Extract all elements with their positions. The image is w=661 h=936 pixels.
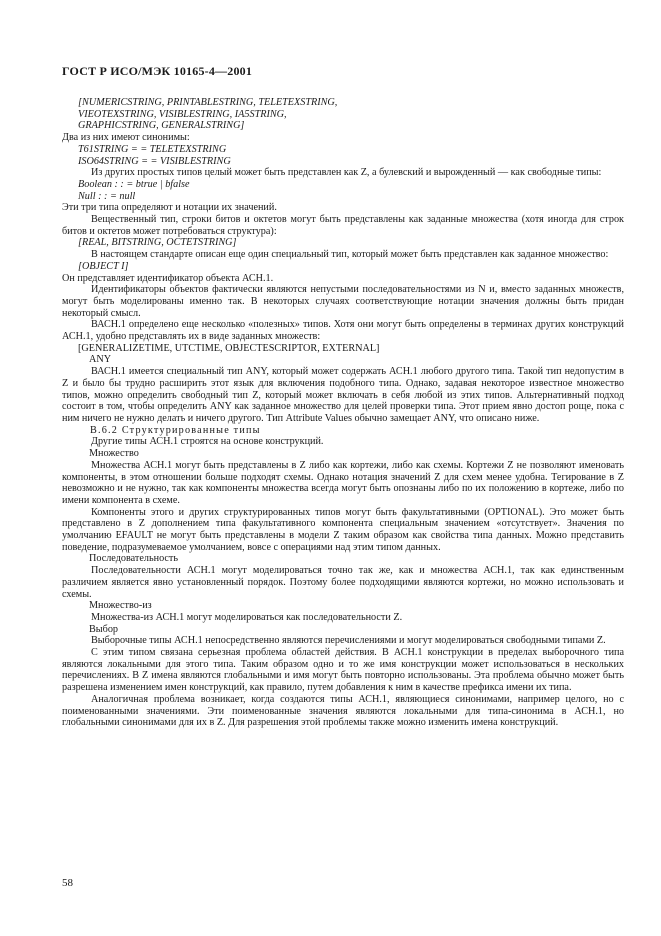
- paragraph: ВАСН.1 определено еще несколько «полезных» типов. Хотя они могут быть определены в терминах других конструкций АСН.1, удобно представлять их в виде заданных множеств:: [62, 319, 624, 343]
- code-line: Boolean : : = btrue | bfalse: [78, 178, 190, 190]
- code-line: [NUMERICSTRING, PRINTABLESTRING, TELETEXSTRING,: [78, 97, 338, 108]
- code-line: Null : : = null: [78, 190, 136, 202]
- code-line: [GENERALIZETIME, UTCTIME, OBJECTESCRIPTOR, EXTERNAL]: [78, 342, 380, 354]
- text-line: Он представляет идентификатор объекта АСН.1.: [62, 272, 274, 284]
- paragraph: Идентификаторы объектов фактически являются непустыми последовательностями из N и, вместо заданных множеств, могут быть моделированы именно так. В некоторых случаях соответствующие нотации значения должны быть придан некоторый смысл.: [62, 284, 624, 319]
- paragraph: Из других простых типов целый может быть представлен как Z, а булевский и вырожденный — как свободные типы:: [91, 167, 602, 179]
- paragraph: Последовательности АСН.1 могут моделироваться точно так же, как и множества АСН.1, так как единственным различием является явно установленный порядок. Поэтому более подходящими являются кортежи, но можно использовать и схемы.: [62, 565, 624, 600]
- subheading: Множество-из: [89, 600, 152, 612]
- section-heading: В.6.2 Структурированные типы: [90, 424, 261, 436]
- code-line: GRAPHICSTRING, GENERALSTRING]: [78, 120, 245, 132]
- paragraph: Выборочные типы АСН.1 непосредственно являются перечислениями и могут моделироваться свободными типами Z.: [91, 635, 606, 647]
- subheading: Последовательность: [89, 553, 179, 565]
- paragraph: Множества АСН.1 могут быть представлены в Z либо как кортежи, либо как схемы. Кортежи Z не позволяют именовать компоненты, в этом отношении больше подходят схемы. Однако нотация значений Z для схем менее удобна. Тегирование в Z невозможно и не нужно, так как компоненты множества всегда могут быть опознаны либо по их положению в кортеже, либо по имени компонента в схеме.: [62, 459, 624, 506]
- standard-header: ГОСТ Р ИСО/МЭК 10165-4—2001: [62, 64, 253, 78]
- page-body: [62, 97, 624, 729]
- paragraph: Компоненты этого и других структурированных типов могут быть факультативными (OPTIONAL). Это может быть представлено в Z дополнением типа факультативного компонента специальным значением «отсутствует». Значения по умолчанию EFAULT не могут быть представлены в модели Z таким образом как свойства типа данных. Можно представить поведение, подразумеваемое умолчанием, вовсе с операциями над этим типом данных.: [62, 506, 624, 553]
- subheading: ANY: [89, 354, 112, 366]
- text-line: Эти три типа определяют и нотации их значений.: [62, 202, 277, 214]
- paragraph: С этим типом связана серьезная проблема областей действия. В АСН.1 конструкции в пределах выборочного типа являются локальными для этого типа. Таким образом одно и то же имя конструкции может использоваться в нескольких перечислениях. В Z имена являются глобальными и имя могут быть повторно использованы. Эта проблема обычно может быть разрешена изменением имен конструкций, как правило, путем добавления к ним в качестве префикса имени их типа.: [62, 647, 624, 694]
- paragraph: Аналогичная проблема возникает, когда создаются типы АСН.1, являющиеся синонимами, например целого, но с поименованными значениями. Эти поименованные значения являются локальными для типа-синонима в АСН.1, но глобальными синонимами для их в Z. Для разрешения этой проблемы также можно изменить имена конструкций.: [62, 693, 624, 729]
- code-line: VIEOTEXSTRING, VISIBLESTRING, IA5STRING,: [78, 108, 287, 120]
- code-line: ISO64STRING = = VISIBLESTRING: [78, 155, 231, 167]
- text-line: Два из них имеют синонимы:: [62, 132, 190, 144]
- page-number: 58: [62, 877, 73, 889]
- subheading: Множество: [89, 448, 139, 460]
- paragraph: ВАСН.1 имеется специальный тип ANY, который может содержать АСН.1 любого другого типа. Такой тип недопустим в Z и было бы трудно расширить этот язык для включения подобного типа. Однако, задавая некоторое известное множество типов, можно определить свободный тип Z, который может включать в себя любой из этих типов. Альтернативный подход состоит в том, чтобы определить ANY как заданное множество для целей проверки типа. Этот прием явно достоп роще, пока с ним ничего не нужно делать и ничего другого. Тип Attribute Values обычно замещает ANY, что описано ниже.: [62, 366, 624, 424]
- paragraph: Множества-из АСН.1 могут моделироваться как последовательности Z.: [91, 611, 403, 623]
- subheading: Выбор: [89, 623, 119, 635]
- code-line: [OBJECT I]: [78, 260, 129, 272]
- paragraph: В настоящем стандарте описан еще один специальный тип, который может быть представлен как заданное множество:: [91, 249, 609, 261]
- code-line: T61STRING = = TELETEXSTRING: [78, 143, 227, 155]
- paragraph: Другие типы АСН.1 строятся на основе конструкций.: [91, 436, 324, 448]
- code-line: [REAL, BITSTRING, OCTETSTRING]: [78, 237, 237, 249]
- paragraph: Вещественный тип, строки битов и октетов могут быть представлены как заданные множества (хотя иногда для строк битов и октетов может потребоваться структура):: [62, 214, 624, 237]
